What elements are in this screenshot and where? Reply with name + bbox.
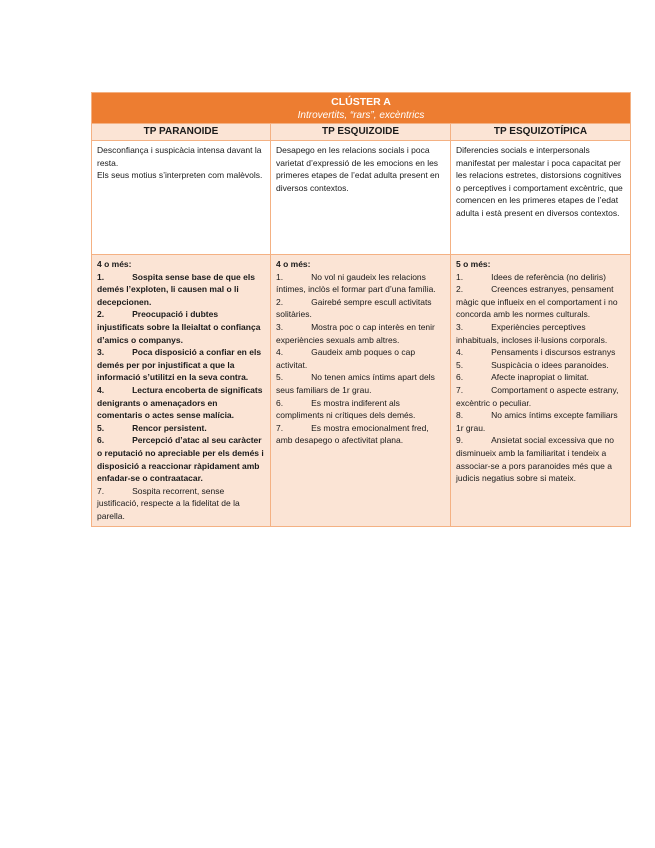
cluster-subtitle: Introvertits, “rars”, excèntrics — [297, 110, 425, 121]
criteria-item: 4. Gaudeix amb poques o cap activitat. — [276, 347, 416, 370]
criteria-item: 5. No tenen amics íntims apart dels seus familiars de 1r grau. — [276, 372, 435, 395]
column-heading-paranoide: TP PARANOIDE — [92, 124, 271, 141]
criteria-item: 7. Es mostra emocionalment fred, amb desapego o afectivitat plana. — [276, 422, 429, 446]
criteria-item: 7. Sospita recorrent, sense justificació, respecte a la fidelitat de la parella. — [97, 485, 240, 521]
criteria-item: 6. Es mostra indiferent als compliments ni crítiques dels demés. — [276, 397, 416, 421]
criteria-intro: 4 o més: — [276, 259, 311, 269]
criteria-item: 1. Sospita sense base de que els demés l’exploten, li causen mal o li decepcionen. — [97, 271, 255, 307]
criteria-item: 8. No amics íntims excepte familiars 1r grau. — [456, 410, 618, 433]
description-text: Els seus motius s’interpreten com malèvols. — [97, 170, 263, 181]
criteria-item: 1. Idees de referència (no deliris) — [456, 271, 606, 282]
description-text: Desapego en les relacions socials i poca varietat d’expressió de les emocions en les primeres etapes de l’edat adulta present en diversos contextos. — [276, 145, 440, 193]
cluster-a-table — [91, 92, 631, 527]
table-header — [92, 93, 631, 124]
description-text: Desconfiança i suspicàcia intensa davant la resta. — [97, 145, 262, 168]
column-heading-esquizoide: TP ESQUIZOIDE — [271, 124, 451, 141]
criteria-item: 9. Ansietat social excessiva que no disminueix amb la familiaritat i tendeix a associar-se a pors paranoides més que a judicis negatius sobre si mateix. — [456, 435, 614, 484]
criteria-intro: 5 o més: — [456, 259, 491, 269]
description-paranoide — [92, 141, 271, 255]
criteria-item: 2. Gairebé sempre escull activitats solitàries. — [276, 296, 432, 320]
criteria-item: 3. Poca disposició a confiar en els demés per por injustificat a que la informació s’utilitzi en la seva contra. — [97, 347, 262, 383]
criteria-item: 4. Lectura encoberta de significats denigrants o amenaçadors en comentaris o actes sense malícia. — [97, 384, 263, 421]
criteria-esquizoide — [271, 255, 451, 527]
description-esquizotipica — [451, 141, 631, 255]
criteria-intro: 4 o més: — [97, 259, 132, 269]
criteria-item: 6. Percepció d’atac al seu caràcter o reputació no apreciable per els demés i disposició a reaccionar ràpidament amb enfadar-se o contraatacar. — [97, 435, 264, 484]
criteria-item: 3. Mostra poc o cap interès en tenir experiències sexuals amb altres. — [276, 321, 435, 345]
column-heading-esquizotipica: TP ESQUIZOTÍPICA — [451, 124, 631, 141]
criteria-item: 2. Preocupació i dubtes injustificats sobre la lleialtat o confiança d’amics o companys. — [97, 309, 261, 345]
criteria-item: 5. Rencor persistent. — [97, 422, 207, 433]
criteria-item: 4. Pensaments i discursos estranys — [456, 347, 616, 358]
cluster-title: CLÚSTER A — [331, 96, 391, 108]
criteria-paranoide — [92, 255, 271, 527]
criteria-item: 2. Creences estranyes, pensament màgic que influeix en el comportament i no concorda amb les normes culturals. — [456, 284, 618, 320]
criteria-item: 1. No vol ni gaudeix les relacions íntimes, inclòs el formar part d’una família. — [276, 271, 436, 295]
description-text: Diferencies socials e interpersonals manifestat per malestar i poca capacitat per les relacions estretes, distorsions cognitives o perceptives i comportament excèntric, que comencen en les primeres etapes de l’edat adulta i està present en diversos contextos. — [456, 145, 623, 218]
description-esquizoide — [271, 141, 451, 255]
criteria-item: 5. Suspicàcia o idees paranoides. — [456, 359, 609, 370]
criteria-item: 3. Experiències perceptives inhabituals, incloses il·lusions corporals. — [456, 321, 608, 345]
criteria-esquizotipica — [451, 255, 631, 527]
criteria-item: 7. Comportament o aspecte estrany, excèntric o peculiar. — [456, 384, 619, 408]
criteria-item: 6. Afecte inapropiat o limitat. — [456, 372, 589, 383]
